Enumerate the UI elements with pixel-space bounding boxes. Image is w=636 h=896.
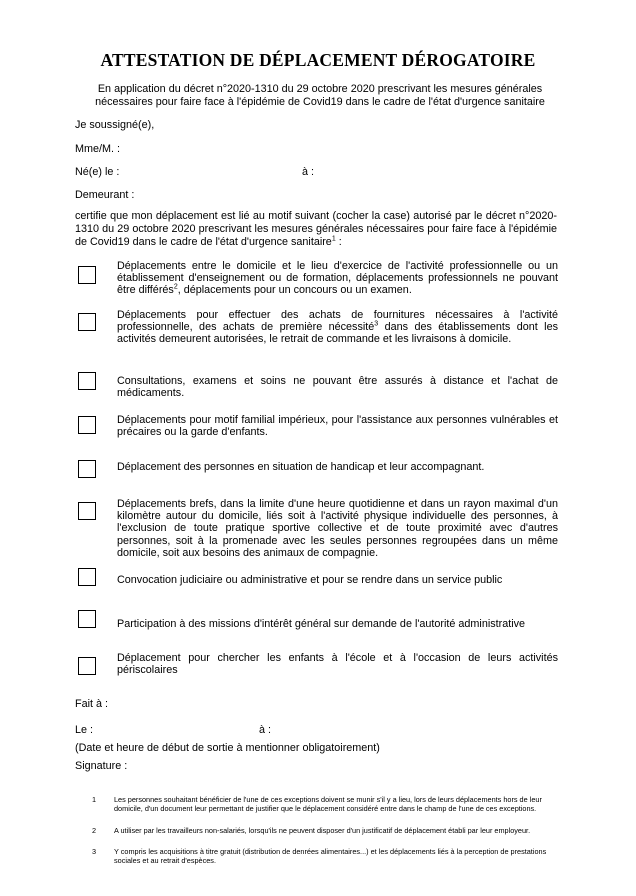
footnote-text: Y compris les acquisitions à titre gratuit (distribution de denrées alimentaires...) et les déplacements liés à la perception de prestations sociales et au retrait d'espèces. (114, 847, 547, 866)
time-label: à : (259, 724, 272, 736)
reason-checkbox[interactable] (78, 372, 96, 390)
footnote-number: 3 (92, 847, 97, 856)
birth-place-label: à : (302, 166, 315, 178)
certify-suffix: : (335, 236, 342, 248)
certify-text: certifie que mon déplacement est lié au motif suivant (cocher la case) autorisé par le décret n°2020-1310 du 29 octobre 2020 prescrivant les mesures générales nécessaires pour faire face à l'épidémie de Covid19 dans le cadre de l'état d'urgence sanitaire (75, 210, 557, 248)
reason-text: Déplacements brefs, dans la limite d'une heure quotidienne et dans un rayon maximal d'un kilomètre autour du domicile, liés soit à l'activité physique individuelle des personnes, à l'exclusion de toute pratique sportive collective et de toute proximité avec d'autres personnes, soit à la promenade avec les seules personnes regroupées dans un même domicile, soit aux besoins des animaux de compagnie. (117, 498, 558, 559)
page-title: ATTESTATION DE DÉPLACEMENT DÉROGATOIRE (100, 50, 536, 70)
reason-text: Déplacements pour effectuer des achats de fournitures nécessaires à l'activité professionnelle, des achats de première nécessité$^3$ dans des établissements dont les activités demeurent autorisées, le retrait de commande et les livraisons à domicile. (117, 309, 558, 346)
certify-paragraph (75, 210, 557, 249)
subtitle-line: nécessaires pour faire face à l'épidémie de Covid19 dans le cadre de l'état d'urgence sanitaire (95, 96, 545, 108)
decree-subtitle (75, 83, 565, 109)
reason-text: Déplacements entre le domicile et le lieu d'exercice de l'activité professionnelle ou un établissement d'enseignement ou de formation, déplacements professionnels ne pouvant être différés$^2$, déplacements pour un concours ou un examen. (117, 260, 558, 297)
reason-text: Déplacement pour chercher les enfants à l'école et à l'occasion de leurs activités périscolaires (117, 652, 558, 677)
reason-checkbox[interactable] (78, 502, 96, 520)
signature-label: Signature : (75, 760, 128, 772)
reason-checkbox[interactable] (78, 313, 96, 331)
birth-date-label: Né(e) le : (75, 166, 120, 178)
footnote-number: 2 (92, 826, 97, 835)
name-field-label: Mme/M. : (75, 143, 120, 155)
footnote-ref: 3 (374, 320, 379, 328)
reason-checkbox[interactable] (78, 266, 96, 284)
date-time-mention: (Date et heure de début de sortie à mentionner obligatoirement) (75, 742, 380, 754)
reason-text: Consultations, examens et soins ne pouvant être assurés à distance et l'achat de médicaments. (117, 375, 558, 400)
address-label: Demeurant : (75, 189, 135, 201)
reason-text: Convocation judiciaire ou administrative et pour se rendre dans un service public (117, 574, 503, 586)
reason-text: Déplacement des personnes en situation de handicap et leur accompagnant. (117, 461, 485, 473)
reason-text: Déplacements pour motif familial impérieux, pour l'assistance aux personnes vulnérables et précaires ou la garde d'enfants. (117, 414, 558, 439)
soussigne-label: Je soussigné(e), (75, 119, 155, 131)
reason-checkbox[interactable] (78, 657, 96, 675)
date-label: Le : (75, 724, 94, 736)
subtitle-line: En application du décret n°2020-1310 du 29 octobre 2020 prescrivant les mesures générales (97, 83, 543, 95)
place-label: Fait à : (75, 698, 109, 710)
reason-checkbox[interactable] (78, 610, 96, 628)
reason-checkbox[interactable] (78, 460, 96, 478)
footnote-text: A utiliser par les travailleurs non-salariés, lorsqu'ils ne peuvent disposer d'un justificatif de déplacement établi par leur employeur. (114, 826, 531, 835)
reason-checkbox[interactable] (78, 568, 96, 586)
footnote-text: Les personnes souhaitant bénéficier de l'une de ces exceptions doivent se munir s'il y a lieu, lors de leurs déplacements hors de leur domicile, d'un document leur permettant de justifier que le déplacement considéré entre dans le champ de l'une de ces exceptions. (114, 795, 542, 814)
footnote-ref: 1 (331, 235, 336, 243)
reason-text: Participation à des missions d'intérêt général sur demande de l'autorité administrative (117, 618, 526, 630)
footnote-ref: 2 (173, 283, 178, 291)
footnote-number: 1 (92, 795, 97, 804)
reason-checkbox[interactable] (78, 416, 96, 434)
